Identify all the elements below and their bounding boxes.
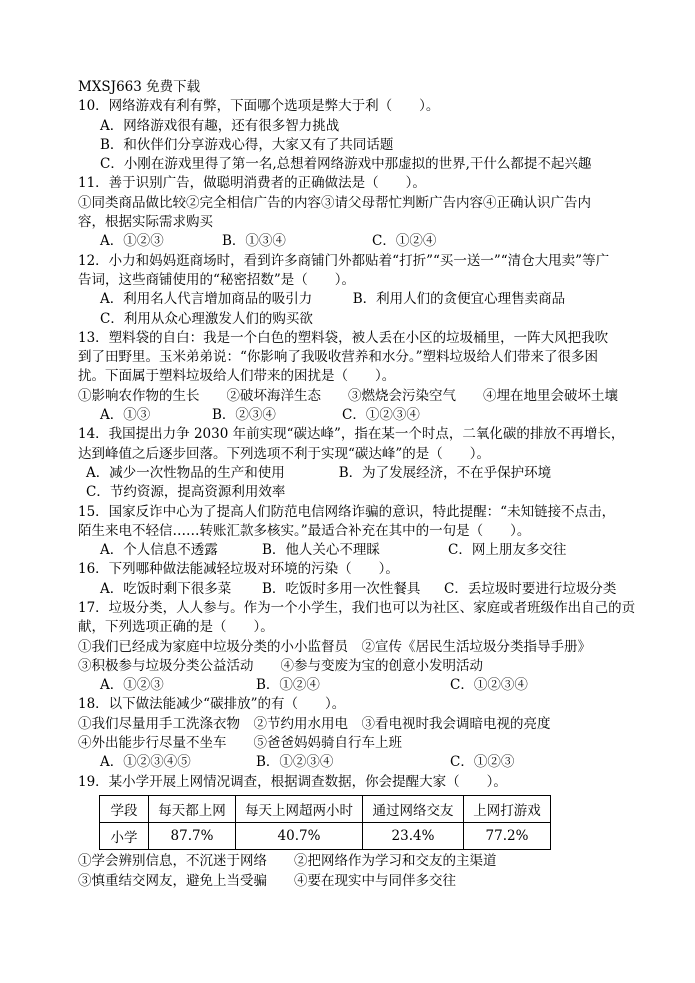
q13-option-c: C．①②③④ [342, 407, 420, 423]
table-cell: 77.2% [464, 823, 551, 850]
table-header-cell: 通过网络交友 [363, 796, 464, 823]
q12-stem-line1: 12．小力和妈妈逛商场时，看到许多商铺门外都贴着“打折”“买一送一”“清仓大甩卖”等广 [78, 253, 610, 269]
q11-option-b: B．①③④ [222, 233, 286, 249]
q10-option-a: A．网络游戏很有趣，还有很多智力挑战 [100, 118, 340, 134]
q18-items-line2: ④外出能步行尽量不坐车 ⑤爸爸妈妈骑自行车上班 [78, 735, 402, 751]
q19-items-line2: ③慎重结交网友，避免上当受骗 ④要在现实中与同伴多交往 [78, 873, 456, 889]
q11-items-line1: ①同类商品做比较②完全相信广告的内容③请父母帮忙判断广告内容④正确认识广告内 [78, 195, 591, 211]
table-header-row [100, 796, 551, 823]
q11-stem: 11．善于识别广告，做聪明消费者的正确做法是（ ）。 [78, 175, 426, 191]
q11-option-a: A．①②③ [100, 233, 164, 249]
q11-items-line2: 容，根据实际需求购买 [78, 214, 213, 230]
q13-option-b: B．②③④ [212, 407, 276, 423]
q15-option-b: B．他人关心不理睬 [262, 542, 380, 558]
q16-option-b: B．吃饭时多用一次性餐具 [262, 581, 421, 597]
q16-option-a: A．吃饭时剩下很多菜 [100, 581, 232, 597]
q15-stem-line1: 15．国家反诈中心为了提高人们防范电信网络诈骗的意识，特此提醒：“未知链接不点击， [78, 504, 616, 520]
q19-stem: 19．某小学开展上网情况调查，根据调查数据，你会提醒大家（ ）。 [78, 774, 507, 790]
q17-items-line2: ③积极参与垃圾分类公益活动 ④参与变废为宝的创意小发明活动 [78, 658, 483, 674]
survey-table [99, 795, 551, 850]
q18-option-c: C．①②③ [450, 754, 515, 770]
q14-stem-line2: 达到峰值之后逐步回落。下列选项不利于实现“碳达峰”的是（ ）。 [78, 446, 491, 462]
q12-stem-line2: 告词，这些商铺使用的“秘密招数”是（ ）。 [78, 272, 356, 288]
q14-option-c: C．节约资源，提高资源利用效率 [86, 484, 286, 500]
q11-option-c: C．①②④ [372, 233, 437, 249]
q15-option-c: C．网上朋友多交往 [448, 542, 567, 558]
table-header-cell: 学段 [100, 796, 149, 823]
table-row [100, 823, 551, 850]
q12-options-ab: A．利用名人代言增加商品的吸引力 B．利用人们的贪便宜心理售卖商品 [100, 291, 566, 307]
q18-option-a: A．①②③④⑤ [100, 754, 191, 770]
q14-stem-line1: 14．我国提出力争 2030 年前实现“碳达峰”，指在某一个时点，二氧化碳的排放不再增长， [78, 426, 625, 442]
q10-option-c: C．小刚在游戏里得了第一名,总想着网络游戏中那虚拟的世界,干什么都提不起兴趣 [100, 156, 592, 172]
q15-option-a: A．个人信息不透露 [100, 542, 218, 558]
q13-option-a: A．①③ [100, 407, 151, 423]
q14-options-ab: A．减少一次性物品的生产和使用 B．为了发展经济，不在乎保护环境 [86, 465, 552, 481]
q18-stem: 18．以下做法能减少“碳排放”的有（ ）。 [78, 696, 346, 712]
table-cell: 小学 [100, 823, 149, 850]
q10-option-b: B．和伙伴们分享游戏心得，大家又有了共同话题 [100, 137, 394, 153]
q12-option-c: C．利用从众心理激发人们的购买欲 [100, 311, 313, 327]
table-header-cell: 每天都上网 [149, 796, 236, 823]
q17-option-c: C．①②③④ [450, 677, 528, 693]
q18-option-b: B．①②③④ [256, 754, 334, 770]
q10-stem: 10．网络游戏有利有弊，下面哪个选项是弊大于利（ ）。 [78, 98, 440, 114]
q13-stem-line3: 扰。下面属于塑料垃圾给人们带来的困扰是（ ）。 [78, 368, 396, 384]
q15-stem-line2: 陌生来电不轻信……转账汇款多核实。”最适合补充在其中的一句是（ ）。 [78, 523, 531, 539]
page-header: MXSJ663 免费下载 [78, 79, 201, 95]
table-cell: 40.7% [236, 823, 363, 850]
q19-items-line1: ①学会辨别信息，不沉迷于网络 ②把网络作为学习和交友的主渠道 [78, 853, 497, 869]
q17-option-b: B．①②④ [256, 677, 320, 693]
q13-items: ①影响农作物的生长 ②破坏海洋生态 ③燃烧会污染空气 ④埋在地里会破坏土壤 [78, 388, 618, 404]
q17-items-line1: ①我们已经成为家庭中垃圾分类的小小监督员 ②宣传《居民生活垃圾分类指导手册》 [78, 639, 591, 655]
table-cell: 87.7% [149, 823, 236, 850]
q17-option-a: A．①②③ [100, 677, 164, 693]
q18-items-line1: ①我们尽量用手工洗涤衣物 ②节约用水用电 ③看电视时我会调暗电视的亮度 [78, 716, 551, 732]
q13-stem-line1: 13．塑料袋的自白：我是一个白色的塑料袋，被人丢在小区的垃圾桶里，一阵大风把我吹 [78, 330, 609, 346]
table-header-cell: 上网打游戏 [464, 796, 551, 823]
table-cell: 23.4% [363, 823, 464, 850]
q13-stem-line2: 到了田野里。玉米弟弟说：“你影响了我吸收营养和水分。”塑料垃圾给人们带来了很多困 [78, 349, 599, 365]
q17-stem-line1: 17．垃圾分类，人人参与。作为一个小学生，我们也可以为社区、家庭或者班级作出自己的贡 [78, 600, 636, 616]
q16-stem: 16．下列哪种做法能减轻垃圾对环境的污染（ ）。 [78, 561, 399, 577]
table-header-cell: 每天上网超两小时 [236, 796, 363, 823]
q16-option-c: C．丢垃圾时要进行垃圾分类 [444, 581, 617, 597]
q17-stem-line2: 献，下列选项正确的是（ ）。 [78, 619, 274, 635]
